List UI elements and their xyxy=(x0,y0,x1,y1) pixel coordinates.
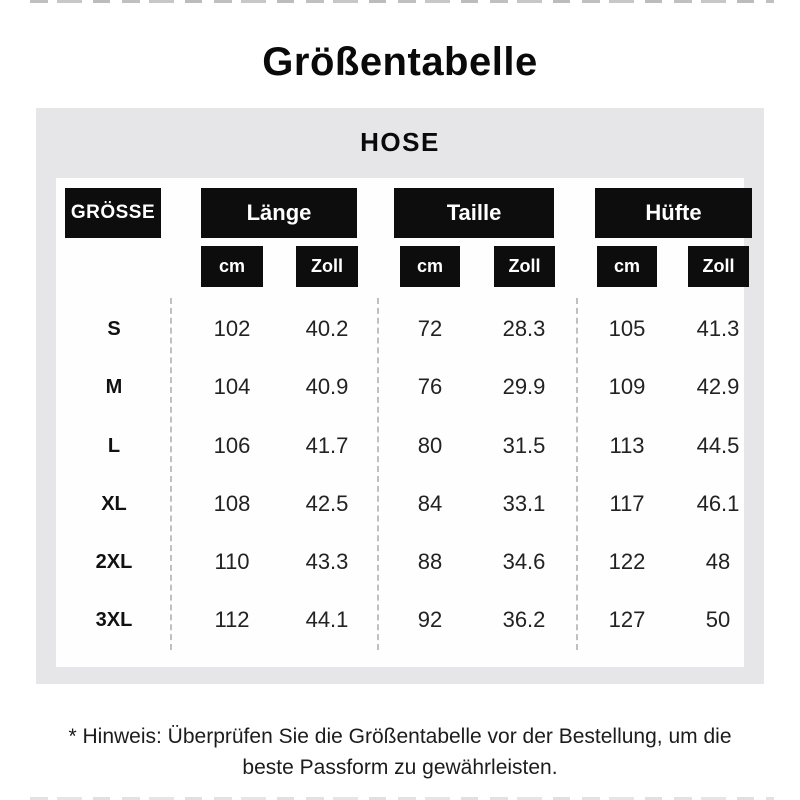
header-unit-taille-cm: cm xyxy=(400,246,460,287)
row-s-taille-cm: 72 xyxy=(417,316,443,341)
row-s-size: S xyxy=(107,318,121,340)
header-size-label: GRÖSSE xyxy=(65,188,161,238)
column-separator xyxy=(377,298,379,650)
row-s-huefte-cm: 105 xyxy=(608,316,646,341)
row-xl-taille-cm: 84 xyxy=(417,491,443,516)
header-unit-huefte-zoll: Zoll xyxy=(688,246,749,287)
row-m-huefte-cm: 109 xyxy=(608,374,646,399)
row-xl-size: XL xyxy=(101,493,127,515)
row-s-taille-zoll: 28.3 xyxy=(502,316,546,341)
row-s-laenge-zoll: 40.2 xyxy=(305,316,349,341)
row-3xl-laenge-zoll: 44.1 xyxy=(305,607,349,632)
row-xl-taille-zoll: 33.1 xyxy=(502,491,546,516)
row-2xl-size: 2XL xyxy=(95,551,133,573)
row-xl-laenge-zoll: 42.5 xyxy=(305,491,349,516)
page-title: Größentabelle xyxy=(262,40,538,84)
row-l-huefte-cm: 113 xyxy=(609,433,645,458)
row-l-laenge-zoll: 41.7 xyxy=(305,433,349,458)
row-m-laenge-cm: 104 xyxy=(213,374,251,399)
header-unit-laenge-zoll: Zoll xyxy=(296,246,358,287)
footer-note xyxy=(0,721,800,783)
row-s-laenge-cm: 102 xyxy=(213,316,251,341)
cropped-text-artifact-top xyxy=(30,0,774,3)
row-2xl-taille-cm: 88 xyxy=(417,549,443,574)
header-group-taille: Taille xyxy=(394,188,554,238)
row-2xl-huefte-zoll: 48 xyxy=(705,549,731,574)
row-m-size: M xyxy=(105,376,123,398)
row-3xl-huefte-cm: 127 xyxy=(608,607,646,632)
row-2xl-laenge-zoll: 43.3 xyxy=(305,549,349,574)
header-unit-huefte-cm: cm xyxy=(597,246,657,287)
row-2xl-laenge-cm: 110 xyxy=(214,549,250,574)
footer-note-line2: beste Passform zu gewährleisten. xyxy=(242,756,558,779)
header-group-laenge: Länge xyxy=(201,188,357,238)
size-chart-panel xyxy=(36,108,764,684)
garment-type-title: HOSE xyxy=(360,127,440,157)
row-m-laenge-zoll: 40.9 xyxy=(305,374,349,399)
footer-note-line1: * Hinweis: Überprüfen Sie die Größentabelle vor der Bestellung, um die xyxy=(68,725,732,748)
column-separator xyxy=(170,298,172,650)
row-m-taille-zoll: 29.9 xyxy=(502,374,546,399)
header-group-huefte: Hüfte xyxy=(595,188,752,238)
row-2xl-taille-zoll: 34.6 xyxy=(502,549,546,574)
row-l-laenge-cm: 106 xyxy=(213,433,251,458)
row-3xl-taille-cm: 92 xyxy=(417,607,443,632)
row-2xl-huefte-cm: 122 xyxy=(608,549,646,574)
header-unit-laenge-cm: cm xyxy=(201,246,263,287)
row-3xl-size: 3XL xyxy=(95,609,133,631)
row-xl-huefte-zoll: 46.1 xyxy=(696,491,740,516)
row-m-taille-cm: 76 xyxy=(417,374,443,399)
row-3xl-laenge-cm: 112 xyxy=(214,607,250,632)
row-xl-laenge-cm: 108 xyxy=(213,491,251,516)
column-separator xyxy=(576,298,578,650)
row-l-taille-cm: 80 xyxy=(417,433,443,458)
row-s-huefte-zoll: 41.3 xyxy=(696,316,740,341)
row-l-taille-zoll: 31.5 xyxy=(502,433,546,458)
header-unit-taille-zoll: Zoll xyxy=(494,246,555,287)
size-table xyxy=(56,178,744,667)
row-l-huefte-zoll: 44.5 xyxy=(696,433,740,458)
row-l-size: L xyxy=(107,435,121,457)
row-3xl-taille-zoll: 36.2 xyxy=(502,607,546,632)
row-xl-huefte-cm: 117 xyxy=(609,491,645,516)
row-3xl-huefte-zoll: 50 xyxy=(705,607,731,632)
row-m-huefte-zoll: 42.9 xyxy=(696,374,740,399)
